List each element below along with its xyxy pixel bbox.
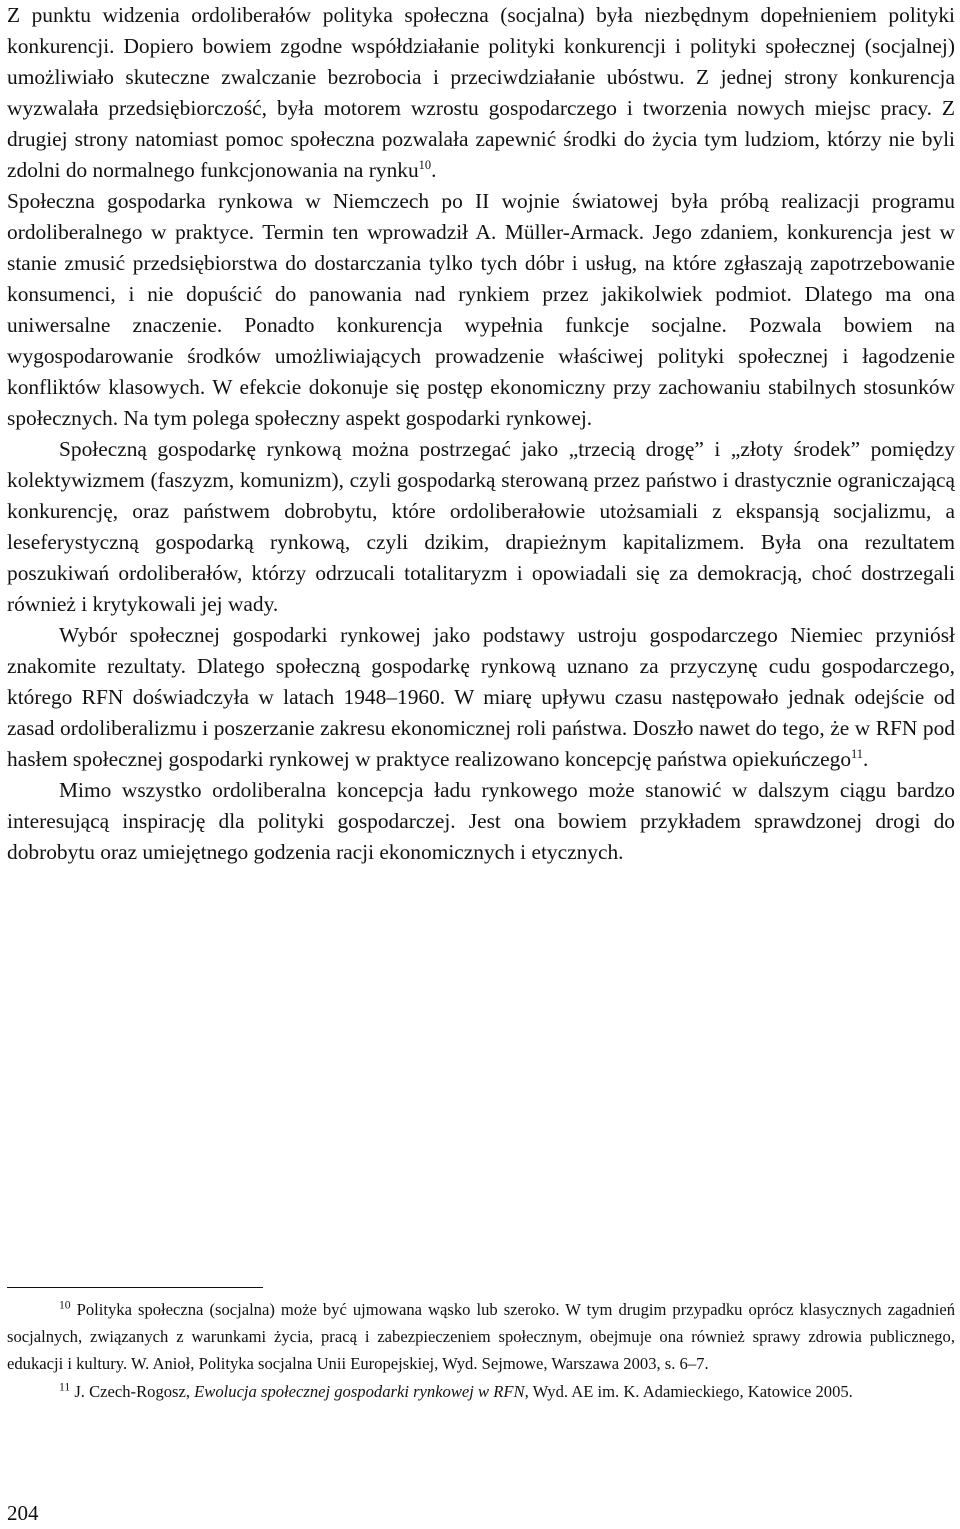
page-number: 204 — [7, 1501, 39, 1525]
footnote-10-tail: , Wyd. Sejmowe, Warszawa 2003, s. 6–7. — [434, 1354, 709, 1374]
paragraph-1-end: . — [431, 158, 437, 182]
footnote-10-title: Polityka socjalna Unii Europejskiej — [198, 1354, 435, 1374]
footnote-11-title: Ewolucja społecznej gospodarki rynkowej w RFN — [194, 1381, 525, 1401]
footnote-11-number: 11 — [59, 1380, 71, 1394]
paragraph-2: Społeczna gospodarka rynkowa w Niemczech po II wojnie światowej była próbą realizacji programu ordoliberalnego w praktyce. Termin ten wprowadził A. Müller-Armack. Jego zdaniem, konkurencja jest w stanie zmusić przedsiębiorstwa do dostarczania tylko tych dóbr i usług, na które zgłaszają zapotrzebowanie konsumenci, i nie dopuścić do panowania nad rynkiem przez jakikolwiek podmiot. Dlatego ma ona uniwersalne znaczenie. Ponadto konkurencja wypełnia funkcje socjalne. Pozwala bowiem na wygospodarowanie środków umożliwiających prowadzenie właściwej polityki społecznej i łagodzenie konfliktów klasowych. W efekcie dokonuje się postęp ekonomiczny przy zachowaniu stabilnych stosunków społecznych. Na tym polega społeczny aspekt gospodarki rynkowej. — [7, 189, 955, 430]
paragraph-4-text: Wybór społecznej gospodarki rynkowej jako podstawy ustroju gospodarczego Niemiec przyniósł znakomite rezultaty. Dlatego społeczną gospodarkę rynkową uznano za przyczynę cudu gospodarczego, którego RFN doświadczyła w latach 1948–1960. W miarę upływu czasu następowało jednak odejście od zasad ordoliberalizmu i poszerzanie zakresu ekonomicznej roli państwa. Doszło nawet do tego, że w RFN pod hasłem społecznej gospodarki rynkowej w praktyce realizowano koncepcję państwa opiekuńczego — [7, 623, 955, 771]
footnote-10 — [7, 1296, 955, 1378]
paragraph-4-end: . — [862, 747, 869, 771]
main-text — [7, 0, 955, 868]
footnote-10-number: 10 — [59, 1298, 71, 1312]
footnote-ref-11[interactable]: 11 — [851, 746, 863, 761]
paragraph-1-text: Z punktu widzenia ordoliberałów polityka społeczna (socjalna) była niezbędnym dopełnieniem polityki konkurencji. Dopiero bowiem zgodne współdziałanie polityki konkurencji i polityki społecznej (socjalnej) umożliwiało skuteczne zwalczanie bezrobocia i przeciwdziałanie ubóstwu. Z jednej strony konkurencja wyzwalała przedsiębiorczość, była motorem wzrostu gospodarczego i tworzenia nowych miejsc pracy. Z drugiej strony natomiast pomoc społeczna pozwalała zapewnić środki do życia tym ludziom, którzy nie byli zdolni do normalnego funkcjonowania na rynku — [7, 3, 955, 182]
footnote-10-text: Polityka społeczna (socjalna) może być ujmowana wąsko lub szeroko. W tym drugim przypadku oprócz klasycznych zagadnień socjalnych, związanych z warunkami życia, pracą i zabezpieczeniem społecznym, obejmuje ona również sprawy zdrowia publicznego, edukacji i kultury. W. Anioł, — [7, 1300, 955, 1374]
paragraph-5: Mimo wszystko ordoliberalna koncepcja ładu rynkowego może stanowić w dalszym ciągu bardzo interesującą inspirację dla polityki gospodarczej. Jest ona bowiem przykładem sprawdzonej drogi do dobrobytu oraz umiejętnego godzenia racji ekonomicznych i etycznych. — [7, 778, 955, 864]
footnote-ref-10[interactable]: 10 — [418, 157, 432, 172]
footnote-11-tail: , Wyd. AE im. K. Adamieckiego, Katowice 2005. — [524, 1381, 853, 1401]
footnote-11 — [7, 1378, 955, 1405]
paragraph-1 — [7, 0, 955, 186]
paragraph-4 — [7, 620, 955, 775]
footnote-separator — [7, 1287, 263, 1288]
footnotes — [7, 1296, 955, 1405]
paragraph-3: Społeczną gospodarkę rynkową można postrzegać jako „trzecią drogę” i „złoty środek” pomiędzy kolektywizmem (faszyzm, komunizm), czyli gospodarką sterowaną przez państwo i drastycznie ograniczającą konkurencję, oraz państwem dobrobytu, które ordoliberałowie utożsamiali z ekspansją socjalizmu, a leseferystyczną gospodarką rynkową, czyli dzikim, drapieżnym kapitalizmem. Była ona rezultatem poszukiwań ordoliberałów, którzy odrzucali totalitaryzm i opowiadali się za demokracją, choć dostrzegali również i krytykowali jej wady. — [7, 437, 955, 616]
footnote-11-text: J. Czech-Rogosz, — [70, 1381, 195, 1401]
